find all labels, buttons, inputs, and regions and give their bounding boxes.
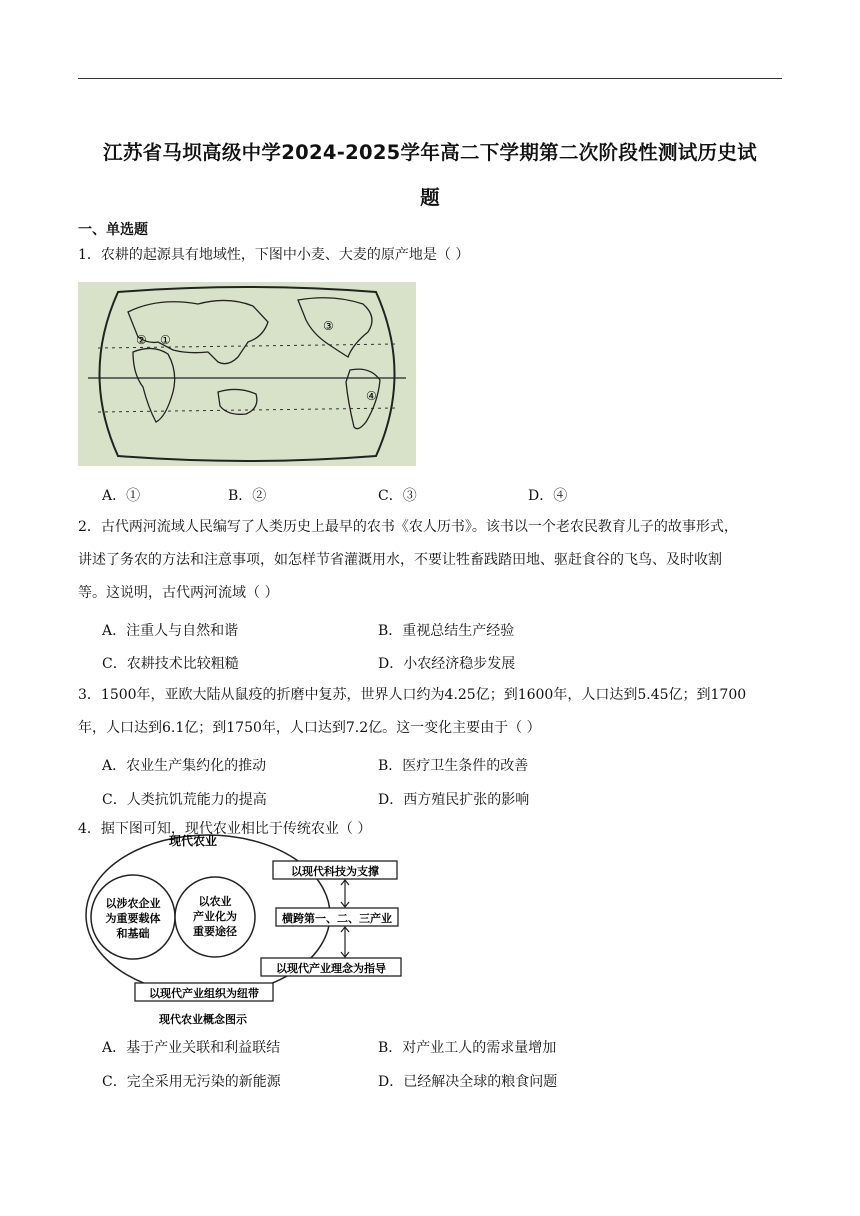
q4-option-d[interactable]: D．已经解决全球的粮食问题 (378, 1074, 558, 1090)
q3-option-c[interactable]: C．人类抗饥荒能力的提高 (102, 792, 267, 808)
diagram-svg (83, 825, 408, 1030)
question-2-stem-line3: 等。这说明，古代两河流域（ ） (78, 585, 279, 601)
box-middle-text: 横跨第一、二、三产业 (282, 912, 392, 925)
q1-option-b[interactable]: B．② (228, 488, 267, 504)
q4-option-c[interactable]: C．完全采用无污染的新能源 (102, 1074, 281, 1090)
section-heading: 一、单选题 (78, 222, 148, 238)
question-4-stem: 4．据下图可知，现代农业相比于传统农业（ ） (78, 821, 372, 837)
right-circle-line2: 产业化为 (193, 910, 237, 923)
question-2-stem-line2: 讲述了务农的方法和注意事项，如怎样节省灌溉用水，不要让牲畜践踏田地、驱赶食谷的飞鸟、及时收割 (78, 552, 722, 568)
map-marker-2: ② (136, 333, 147, 347)
q3-option-b[interactable]: B．医疗卫生条件的改善 (378, 758, 529, 774)
q2-option-c[interactable]: C．农耕技术比较粗糙 (102, 656, 239, 672)
doc-title-line1: 江苏省马坝高级中学2024-2025学年高二下学期第二次阶段性测试历史试 (103, 141, 757, 164)
map-marker-1: ① (160, 333, 171, 347)
question-3-stem-line1: 3．1500年，亚欧大陆从鼠疫的折磨中复苏，世界人口约为4.25亿；到1600年，人口达到5.45亿；到1700 (78, 687, 747, 703)
q2-option-a[interactable]: A．注重人与自然和谐 (102, 623, 239, 639)
left-circle-line3: 和基础 (116, 927, 150, 940)
question-2-stem-line1: 2．古代两河流域人民编写了人类历史上最早的农书《农人历书》。该书以一个老农民教育儿子的故事形式， (78, 519, 738, 535)
right-circle-line3: 重要途径 (193, 925, 237, 938)
header-rule (78, 78, 782, 79)
map-marker-3: ③ (323, 319, 334, 333)
q4-option-b[interactable]: B．对产业工人的需求量增加 (378, 1040, 557, 1056)
map-marker-4: ④ (366, 389, 377, 403)
q1-option-c[interactable]: C．③ (378, 488, 417, 504)
left-circle-line2: 为重要载体 (105, 912, 161, 925)
modern-agriculture-diagram (83, 825, 408, 1030)
q3-option-d[interactable]: D．西方殖民扩张的影响 (378, 792, 530, 808)
q2-option-d[interactable]: D．小农经济稳步发展 (378, 656, 516, 672)
world-map-svg (78, 282, 416, 466)
right-circle-line1: 以农业 (198, 895, 232, 908)
map-frame (100, 287, 395, 461)
q4-option-a[interactable]: A．基于产业关联和利益联结 (102, 1040, 281, 1056)
q1-option-d[interactable]: D．④ (528, 488, 568, 504)
q3-option-a[interactable]: A．农业生产集约化的推动 (102, 758, 267, 774)
doc-title-line2: 题 (420, 186, 440, 209)
q1-option-a[interactable]: A．① (102, 488, 141, 504)
world-map-figure (78, 282, 416, 466)
box-top-text: 以现代科技为支撑 (291, 865, 379, 878)
question-3-stem-line2: 年，人口达到6.1亿；到1750年，人口达到7.2亿。这一变化主要由于（ ） (78, 720, 541, 736)
diagram-caption: 现代农业概念图示 (159, 1013, 247, 1026)
left-circle-line1: 以涉农企业 (105, 897, 161, 910)
box-bottom-text: 以现代产业组织为纽带 (149, 987, 259, 1000)
question-1-stem: 1．农耕的起源具有地域性，下图中小麦、大麦的原产地是（ ） (78, 247, 470, 263)
ellipse-label: 现代农业 (168, 834, 218, 848)
box-bottom-right-text: 以现代产业理念为指导 (276, 962, 386, 975)
q2-option-b[interactable]: B．重视总结生产经验 (378, 623, 515, 639)
